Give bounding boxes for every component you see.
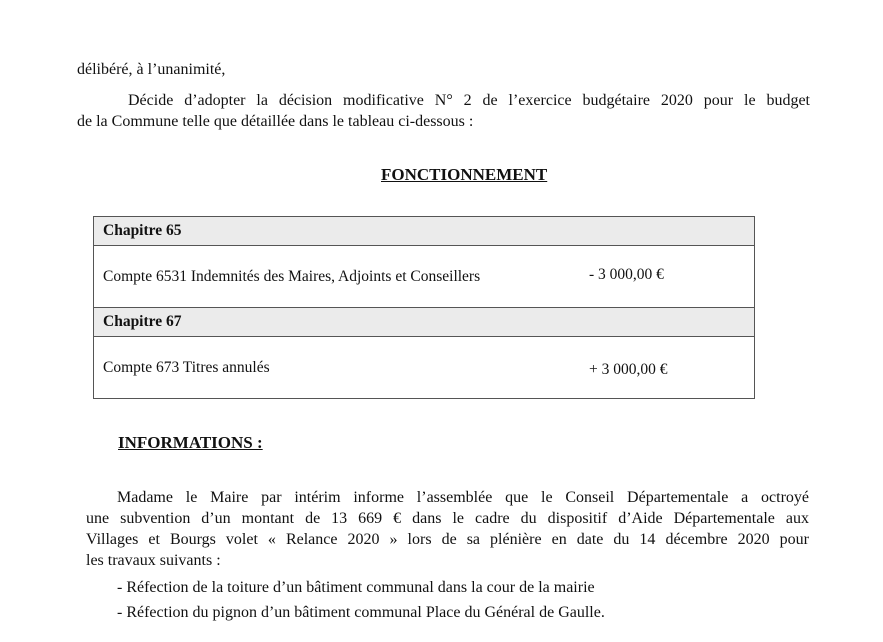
info-line-3: Villages et Bourgs volet « Relance 2020 » lors de sa plénière en date du 14 décembre 2020 pour (86, 531, 809, 548)
decision-line-2: de la Commune telle que détaillée dans le tableau ci-dessous : (77, 113, 474, 130)
account-label: Compte 673 Titres annulés (103, 358, 270, 376)
section-title-fonctionnement: FONCTIONNEMENT (381, 165, 548, 184)
account-amount: - 3 000,00 € (589, 266, 664, 284)
informations-title: INFORMATIONS : (118, 433, 263, 452)
account-label: Compte 6531 Indemnités des Maires, Adjoints et Conseillers (103, 267, 481, 285)
account-row (94, 246, 755, 308)
info-line-2: une subvention d’un montant de 13 669 € dans le cadre du dispositif d’Aide Départementale aux (86, 510, 809, 527)
chapter-row (94, 307, 755, 336)
account-amount: + 3 000,00 € (589, 361, 668, 379)
account-cell (94, 337, 755, 399)
bullet-item: - Réfection de la toiture d’un bâtiment communal dans la cour de la mairie (117, 579, 595, 596)
decision-line-1: Décide d’adopter la décision modificative N° 2 de l’exercice budgétaire 2020 pour le budget (128, 92, 810, 109)
deliberation-line: délibéré, à l’unanimité, (77, 61, 226, 78)
account-row (94, 337, 755, 399)
chapter-label: Chapitre 67 (94, 307, 755, 336)
account-cell (94, 246, 755, 308)
info-line-4: les travaux suivants : (86, 552, 221, 569)
info-line-1: Madame le Maire par intérim informe l’assemblée que le Conseil Départementale a octroyé (117, 489, 809, 506)
budget-table (93, 216, 755, 399)
chapter-label: Chapitre 65 (94, 217, 755, 246)
bullet-item: - Réfection du pignon d’un bâtiment communal Place du Général de Gaulle. (117, 604, 605, 621)
chapter-row (94, 217, 755, 246)
